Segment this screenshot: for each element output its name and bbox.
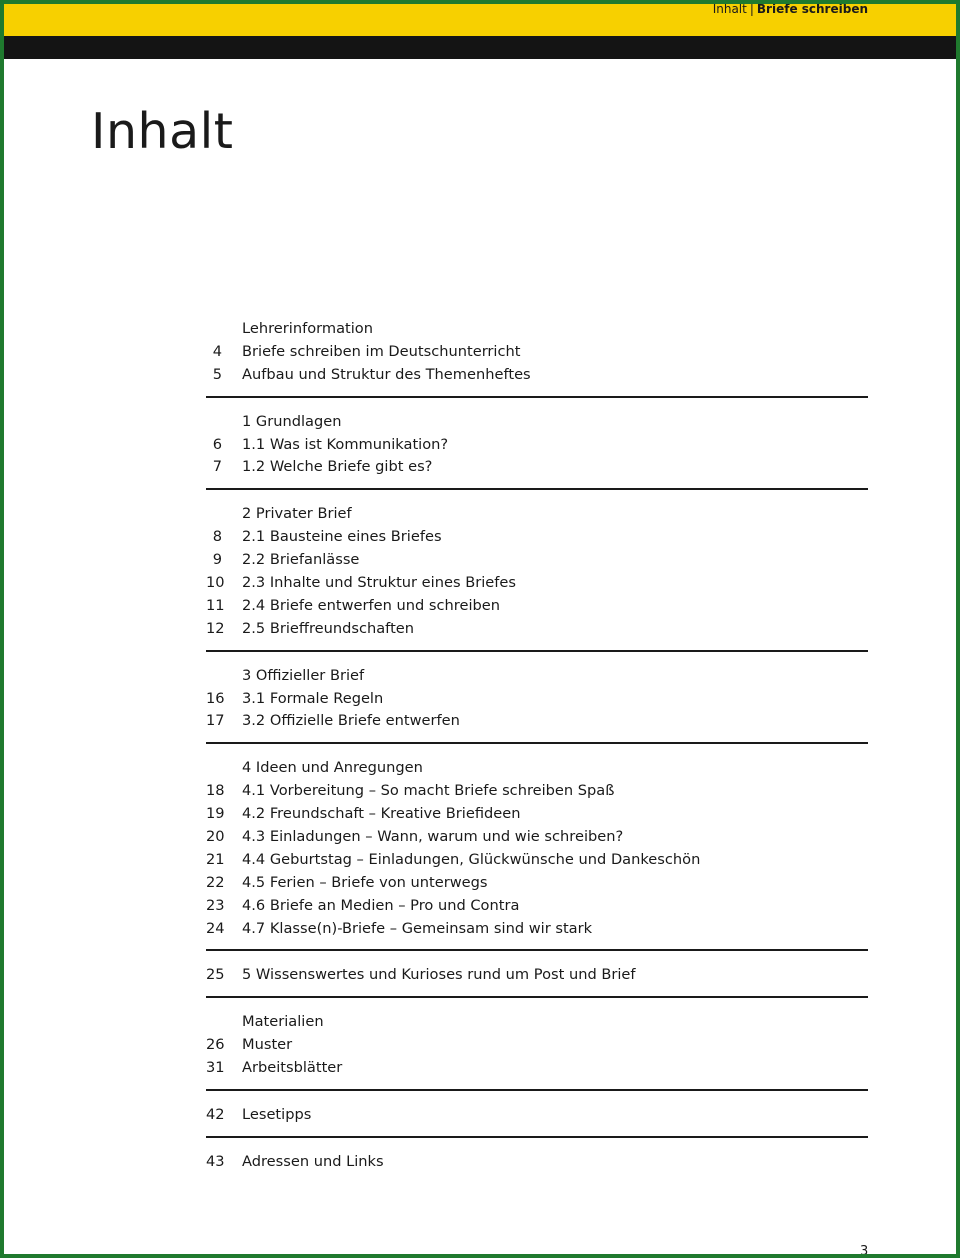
toc-entry-title: 2.5 Brieffreundschaften — [242, 619, 415, 637]
toc-page-spacer — [206, 503, 222, 526]
toc-entry-page: 12 — [206, 619, 225, 637]
toc-section — [206, 501, 868, 651]
toc-entry-page: 23 — [206, 896, 225, 914]
toc-section-heading-row — [206, 411, 868, 434]
running-head-separator: | — [749, 2, 754, 16]
toc-section-heading: Materialien — [242, 1013, 324, 1031]
toc-entry[interactable] — [206, 710, 868, 733]
running-head-section: Inhalt — [712, 2, 747, 16]
toc-entry[interactable] — [206, 572, 868, 595]
toc-entry[interactable] — [206, 549, 868, 572]
toc-entry-title: 4.4 Geburtstag – Einladungen, Glückwünsche und Dankeschön — [242, 850, 701, 868]
toc-entry-title: 2.2 Briefanlässe — [242, 551, 360, 569]
toc-section-heading-row — [206, 665, 868, 688]
toc-entry-page: 4 — [212, 342, 222, 360]
toc-section — [206, 755, 868, 951]
toc-entry[interactable] — [206, 1057, 868, 1080]
toc-entry-title: 4.6 Briefe an Medien – Pro und Contra — [242, 896, 520, 914]
toc-page-spacer — [206, 318, 222, 341]
toc-entry-title: 5 Wissenswertes und Kurioses rund um Post und Brief — [242, 966, 636, 984]
toc-entry[interactable] — [206, 780, 868, 803]
running-head — [713, 2, 868, 16]
toc-entry[interactable] — [206, 434, 868, 457]
toc-entry-title: 3.2 Offizielle Briefe entwerfen — [242, 712, 460, 730]
toc-entry[interactable] — [206, 595, 868, 618]
toc-entry-page: 22 — [206, 873, 225, 891]
toc-entry-page: 25 — [206, 966, 225, 984]
toc-entry[interactable] — [206, 364, 868, 387]
toc-entry-title: Briefe schreiben im Deutschunterricht — [242, 342, 521, 360]
toc-section — [206, 1149, 868, 1183]
toc-entry-title: Adressen und Links — [242, 1152, 384, 1170]
toc-entry-page: 21 — [206, 850, 225, 868]
toc-entry-page: 11 — [206, 596, 225, 614]
toc-section-heading: 1 Grundlagen — [242, 412, 342, 430]
toc-section — [206, 1102, 868, 1138]
toc-entry[interactable] — [206, 456, 868, 479]
toc-entry-page: 31 — [206, 1059, 225, 1077]
toc-entry-title: 4.7 Klasse(n)-Briefe – Gemeinsam sind wir stark — [242, 919, 593, 937]
toc-entry[interactable] — [206, 526, 868, 549]
toc-entry[interactable] — [206, 918, 868, 941]
header-yellow-band — [0, 0, 960, 36]
toc-entry-title: 1.2 Welche Briefe gibt es? — [242, 458, 433, 476]
toc-entry-page: 19 — [206, 805, 225, 823]
toc-entry-page: 26 — [206, 1036, 225, 1054]
toc-entry[interactable] — [206, 826, 868, 849]
toc-section-heading: 3 Offizieller Brief — [242, 666, 365, 684]
toc-entry-page: 5 — [212, 365, 222, 383]
toc-section — [206, 1009, 868, 1091]
toc-entry[interactable] — [206, 964, 868, 987]
toc-entry[interactable] — [206, 1104, 868, 1127]
toc-entry-title: 4.5 Ferien – Briefe von unterwegs — [242, 873, 488, 891]
toc-section-heading-row — [206, 1011, 868, 1034]
toc-entry-title: 2.3 Inhalte und Struktur eines Briefes — [242, 574, 516, 592]
toc-section-heading-row — [206, 503, 868, 526]
toc-entry-title: 1.1 Was ist Kommunikation? — [242, 435, 449, 453]
toc-entry-title: 3.1 Formale Regeln — [242, 689, 384, 707]
toc-section — [206, 409, 868, 491]
toc-entry-page: 24 — [206, 919, 225, 937]
toc-entry[interactable] — [206, 872, 868, 895]
toc-entry-page: 9 — [212, 551, 222, 569]
toc-entry-page: 10 — [206, 574, 225, 592]
toc-page-spacer — [206, 1011, 222, 1034]
toc-entry-page: 16 — [206, 689, 225, 707]
toc-section-heading: 4 Ideen und Anregungen — [242, 759, 423, 777]
toc-entry[interactable] — [206, 849, 868, 872]
toc-section-heading: Lehrerinformation — [242, 320, 373, 337]
toc-entry-title: 4.2 Freundschaft – Kreative Briefideen — [242, 805, 521, 823]
toc-entry[interactable] — [206, 1034, 868, 1057]
toc-entry[interactable] — [206, 803, 868, 826]
toc-entry-page: 8 — [212, 528, 222, 546]
toc-entry-title: 2.4 Briefe entwerfen und schreiben — [242, 596, 500, 614]
toc-entry[interactable] — [206, 341, 868, 364]
table-of-contents — [206, 316, 868, 1194]
toc-entry-title: Lesetipps — [242, 1106, 312, 1124]
page-number: 3 — [860, 1244, 869, 1259]
toc-entry[interactable] — [206, 688, 868, 711]
toc-entry-page: 43 — [206, 1152, 225, 1170]
toc-entry-page: 18 — [206, 782, 225, 800]
toc-page-spacer — [206, 411, 222, 434]
toc-page-spacer — [206, 757, 222, 780]
toc-entry-title: Aufbau und Struktur des Themenheftes — [242, 365, 531, 383]
toc-entry[interactable] — [206, 895, 868, 918]
toc-section — [206, 663, 868, 745]
toc-entry-page: 42 — [206, 1106, 225, 1124]
toc-entry-page: 17 — [206, 712, 225, 730]
toc-section — [206, 962, 868, 998]
toc-section-heading: 2 Privater Brief — [242, 505, 352, 523]
toc-entry-title: 4.1 Vorbereitung – So macht Briefe schreiben Spaß — [242, 782, 615, 800]
toc-section-heading-row — [206, 757, 868, 780]
header-black-band — [4, 36, 956, 59]
toc-entry-title: 2.1 Bausteine eines Briefes — [242, 528, 442, 546]
toc-page-spacer — [206, 665, 222, 688]
toc-entry[interactable] — [206, 1151, 868, 1174]
toc-entry-title: Muster — [242, 1036, 293, 1054]
toc-entry-title: 4.3 Einladungen – Wann, warum und wie schreiben? — [242, 828, 624, 846]
toc-entry-title: Arbeitsblätter — [242, 1059, 343, 1077]
toc-section — [206, 316, 868, 398]
toc-section-heading-row — [206, 318, 868, 341]
toc-entry-page: 20 — [206, 828, 225, 846]
toc-entry[interactable] — [206, 618, 868, 641]
running-head-title: Briefe schreiben — [756, 2, 868, 16]
toc-entry-page: 7 — [212, 458, 222, 476]
toc-entry-page: 6 — [212, 435, 222, 453]
page-title: Inhalt — [91, 103, 234, 160]
